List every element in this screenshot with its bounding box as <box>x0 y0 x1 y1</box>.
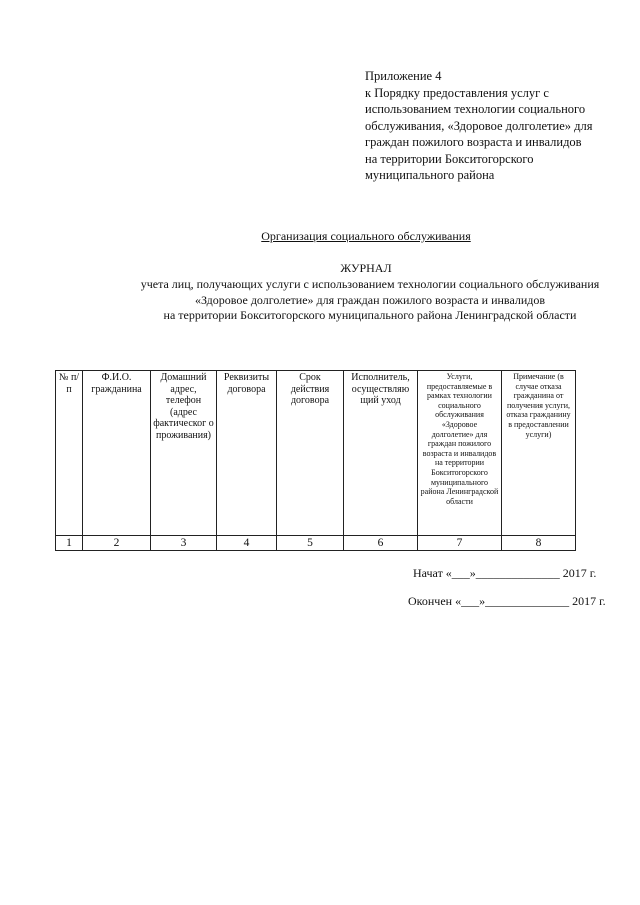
appendix-line: граждан пожилого возраста и инвалидов <box>365 135 582 149</box>
column-header: Услуги, предоставляемые в рамках технологии социального обслуживания «Здоровое долголетие» для граждан пожилого возраста и инвалидов на территории Бокситогорского муниципального района Ленинградской области <box>418 371 502 536</box>
organization-heading <box>0 229 640 244</box>
column-header: № п/п <box>56 371 83 536</box>
journal-heading <box>0 261 640 276</box>
column-number: 2 <box>83 536 151 551</box>
column-header: Срок действия договора <box>277 371 344 536</box>
journal-subtitle-line: учета лиц, получающих услуги с использованием технологии социального обслуживания <box>140 277 600 291</box>
column-number: 3 <box>151 536 217 551</box>
journal-started-line: Начат «___»______________ 2017 г. <box>413 566 597 580</box>
table-header-row <box>56 371 576 536</box>
column-header: Домашний адрес, телефон (адрес фактическог о проживания) <box>151 371 217 536</box>
column-number: 4 <box>217 536 277 551</box>
column-number: 6 <box>344 536 418 551</box>
table-number-row <box>56 536 576 551</box>
column-header: Ф.И.О. гражданина <box>83 371 151 536</box>
column-number: 1 <box>56 536 83 551</box>
journal-subtitle-line: на территории Бокситогорского муниципального района Ленинградской области <box>163 308 577 322</box>
column-number: 5 <box>277 536 344 551</box>
appendix-note <box>365 68 615 184</box>
column-number: 7 <box>418 536 502 551</box>
appendix-line: обслуживания, «Здоровое долголетие» для <box>365 118 593 133</box>
appendix-line: к Порядку предоставления услуг с <box>365 85 549 100</box>
column-header: Примечание (в случае отказа гражданина от получения услуги, отказа гражданину в предоставлении услуги) <box>502 371 576 536</box>
journal-subtitle <box>100 277 640 324</box>
journal-title: ЖУРНАЛ <box>340 261 392 275</box>
column-header: Реквизиты договора <box>217 371 277 536</box>
column-header: Исполнитель, осуществляю щий уход <box>344 371 418 536</box>
appendix-line: использованием технологии социального <box>365 102 586 116</box>
journal-table <box>55 370 576 551</box>
appendix-line: на территории Бокситогорского <box>365 151 534 166</box>
column-number: 8 <box>502 536 576 551</box>
organization-name: Организация социального обслуживания <box>261 229 471 243</box>
appendix-line: Приложение 4 <box>365 69 442 83</box>
appendix-line: муниципального района <box>365 168 495 182</box>
journal-subtitle-line: «Здоровое долголетие» для граждан пожилого возраста и инвалидов <box>194 292 546 307</box>
journal-ended-line: Окончен «___»______________ 2017 г. <box>408 594 606 608</box>
